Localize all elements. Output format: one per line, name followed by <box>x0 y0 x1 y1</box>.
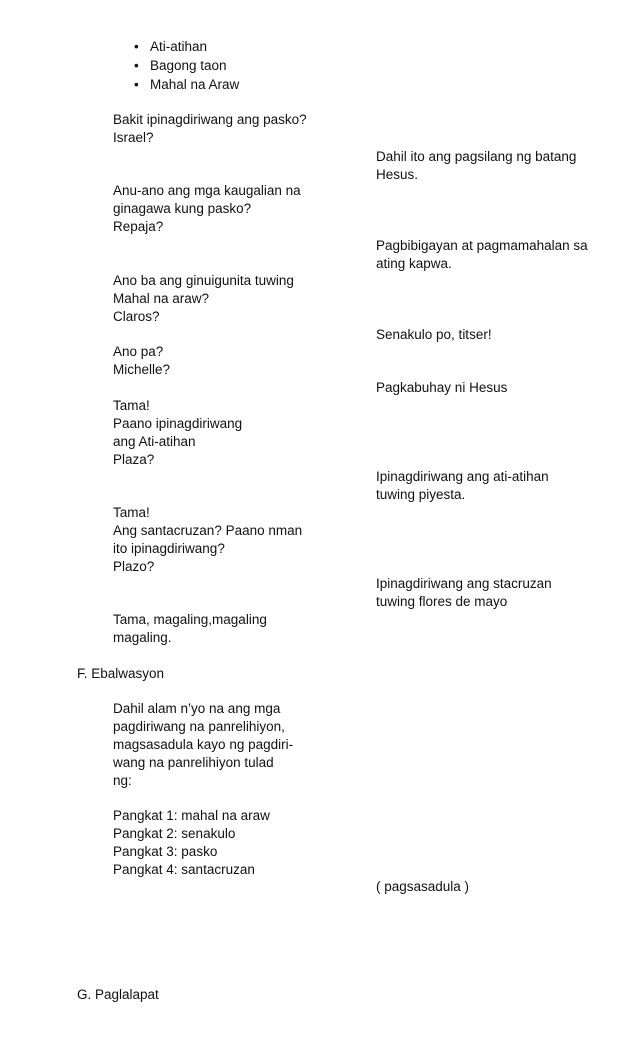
text-line: Tama! <box>113 398 150 413</box>
bullet-item: • Mahal na Araw <box>134 77 240 92</box>
text-line: pagdiriwang na panrelihiyon, <box>113 719 285 734</box>
text-line: ang Ati-atihan <box>113 434 196 449</box>
bullet-dot-icon: • <box>134 39 139 54</box>
text-line: Tama! <box>113 505 150 520</box>
section-g-heading: G. Paglalapat <box>77 987 159 1002</box>
text-line: Ang santacruzan? Paano nman <box>113 523 303 538</box>
text-line: Senakulo po, titser! <box>376 327 492 342</box>
bullet-item: • Bagong taon <box>134 58 227 73</box>
text-line: magaling. <box>113 630 172 645</box>
text-line: magsasadula kayo ng pagdiri- <box>113 737 294 752</box>
text-line: Ano ba ang ginuigunita tuwing <box>113 273 294 288</box>
text-line: Plazo? <box>113 559 155 574</box>
text-line: tuwing piyesta. <box>376 487 466 502</box>
text-line: Claros? <box>113 309 160 324</box>
text-line: Dahil alam n’yo na ang mga <box>113 701 281 716</box>
text-line: Dahil ito ang pagsilang ng batang <box>376 149 577 164</box>
text-line: ng: <box>113 773 132 788</box>
text-line: Mahal na araw? <box>113 291 210 306</box>
text-line: Anu-ano ang mga kaugalian na <box>113 183 301 198</box>
text-line: Ano pa? <box>113 344 164 359</box>
text-line: Ipinagdiriwang ang stacruzan <box>376 576 552 591</box>
text-line: ito ipinagdiriwang? <box>113 541 225 556</box>
text-line: Pagkabuhay ni Hesus <box>376 380 508 395</box>
text-line: Pagbibigayan at pagmamahalan sa <box>376 238 588 253</box>
text-line: Tama, magaling,magaling <box>113 612 267 627</box>
text-line: Ipinagdiriwang ang ati-atihan <box>376 469 549 484</box>
text-line: ginagawa kung pasko? <box>113 201 252 216</box>
bullet-dot-icon: • <box>134 58 139 73</box>
section-f-response: ( pagsasadula ) <box>376 879 470 894</box>
text-line: Bakit ipinagdiriwang ang pasko? <box>113 112 307 127</box>
bullet-item: • Ati-atihan <box>134 39 208 54</box>
text-line: Hesus. <box>376 167 419 182</box>
text-line: Plaza? <box>113 452 155 467</box>
group-item: Pangkat 2: senakulo <box>113 826 236 841</box>
group-item: Pangkat 1: mahal na araw <box>113 808 270 823</box>
group-item: Pangkat 4: santacruzan <box>113 862 255 877</box>
text-line: wang na panrelihiyon tulad <box>113 755 274 770</box>
text-line: Israel? <box>113 130 154 145</box>
group-item: Pangkat 3: pasko <box>113 844 218 859</box>
text-line: ating kapwa. <box>376 256 452 271</box>
text-line: Paano ipinagdiriwang <box>113 416 243 431</box>
text-line: Michelle? <box>113 362 171 377</box>
text-line: Repaja? <box>113 219 164 234</box>
section-f-heading: F. Ebalwasyon <box>77 666 165 681</box>
bullet-dot-icon: • <box>134 77 139 92</box>
text-line: tuwing flores de mayo <box>376 594 508 609</box>
